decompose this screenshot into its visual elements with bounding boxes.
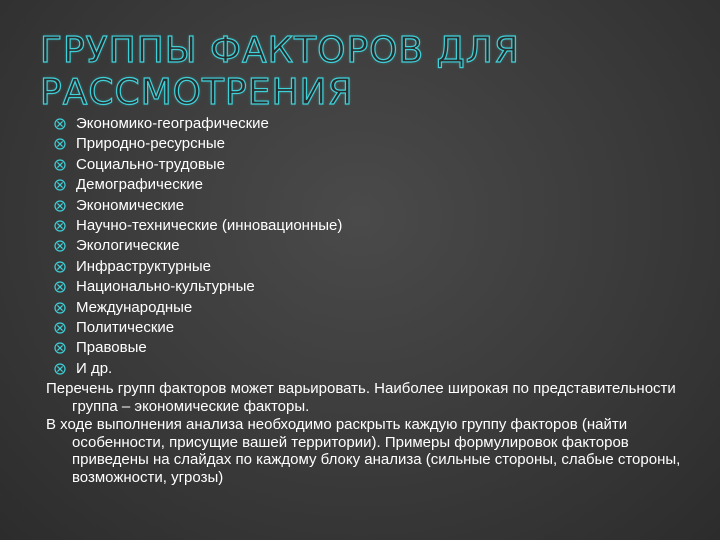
circled-x-icon bbox=[54, 159, 66, 171]
list-item bbox=[50, 318, 670, 338]
circled-x-icon bbox=[54, 363, 66, 375]
list-item bbox=[50, 175, 670, 195]
list-item bbox=[50, 236, 670, 256]
list-item-label: Экологические bbox=[76, 237, 180, 255]
list-item-label: И др. bbox=[76, 359, 113, 377]
list-item-label: Национально-культурные bbox=[76, 278, 255, 296]
list-item-label: Экономико-географические bbox=[76, 115, 269, 132]
list-item bbox=[50, 114, 670, 134]
circled-x-icon bbox=[54, 281, 66, 293]
list-item-label: Инфраструктурные bbox=[76, 257, 211, 275]
circled-x-icon bbox=[54, 200, 66, 212]
list-item-label: Демографические bbox=[76, 176, 203, 194]
list-item-label: Правовые bbox=[76, 339, 147, 357]
circled-x-icon bbox=[54, 138, 66, 150]
list-item-label: Политические bbox=[76, 318, 175, 336]
circled-x-icon bbox=[54, 342, 66, 354]
list-item bbox=[50, 216, 670, 236]
paragraph-analysis-instructions: В ходе выполнения анализа необходимо раскрыть каждую группу факторов (найти особенности, присущие вашей территории). Примеры формулировок факторов приведены на слайдах по каждому блоку анализа (сильные стороны, слабые стороны, возможности, угрозы) bbox=[46, 416, 681, 486]
list-item bbox=[50, 338, 670, 358]
circled-x-icon bbox=[54, 179, 66, 191]
circled-x-icon bbox=[54, 240, 66, 252]
list-item bbox=[50, 277, 670, 297]
factor-list bbox=[50, 114, 670, 379]
list-item bbox=[50, 298, 670, 318]
list-item-label: Международные bbox=[76, 298, 193, 316]
paragraph-factor-groups: Перечень групп факторов может варьировать. Наиболее широкая по представительности группа – экономические факторы. bbox=[46, 380, 676, 415]
circled-x-icon bbox=[54, 118, 66, 130]
list-item bbox=[50, 196, 670, 216]
circled-x-icon bbox=[54, 322, 66, 334]
list-item-label: Социально-трудовые bbox=[76, 155, 225, 173]
list-item bbox=[50, 155, 670, 175]
slide-title bbox=[40, 30, 690, 114]
circled-x-icon bbox=[54, 302, 66, 314]
slide-title-line-1: ГРУППЫ ФАКТОРОВ ДЛЯ bbox=[40, 30, 520, 71]
list-item-label: Природно-ресурсные bbox=[76, 135, 225, 153]
circled-x-icon bbox=[54, 220, 66, 232]
list-item bbox=[50, 257, 670, 277]
list-item bbox=[50, 134, 670, 154]
circled-x-icon bbox=[54, 261, 66, 273]
list-item-label: Экономические bbox=[76, 196, 185, 214]
slide-title-line-2: РАССМОТРЕНИЯ bbox=[40, 72, 354, 113]
list-item-label: Научно-технические (инновационные) bbox=[76, 216, 343, 234]
list-item bbox=[50, 359, 670, 379]
